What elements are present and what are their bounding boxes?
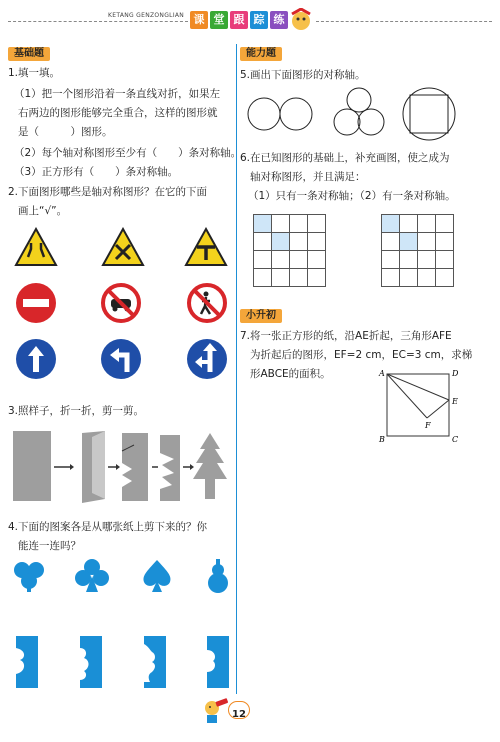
sign-straight-or-left-icon [186, 338, 228, 380]
logo-char-1: 课 [190, 11, 208, 29]
label-B: B [379, 435, 385, 444]
folded-square-figure [375, 366, 465, 446]
paper-sheet [13, 431, 51, 501]
logo-char-2: 堂 [210, 11, 228, 29]
column-divider [236, 44, 237, 694]
label-D: D [452, 369, 459, 378]
q6-line3: （1）只有一条对称轴；（2）有一条对称轴。 [248, 190, 456, 202]
grid-figure-2 [381, 214, 454, 287]
q7-line3: 形ABCE的面积。 [250, 368, 331, 380]
club-shape-icon [75, 558, 109, 594]
folded-paper-3-icon [142, 636, 168, 688]
q6-line2: 轴对称图形，并且满足： [250, 171, 366, 183]
mascot-icon [288, 8, 314, 34]
sign-turn-left-icon [100, 338, 142, 380]
square-in-circle-figure [403, 88, 455, 140]
label-F: F [425, 421, 431, 430]
q7-line1: 7.将一张正方形的纸，沿AE折起，三角形AFE [240, 330, 452, 342]
telescope-kid-icon [202, 696, 230, 724]
sign-no-pedestrians-icon [186, 282, 228, 324]
q1-line5: （3）正方形有（ ）条对称轴。 [14, 166, 179, 178]
paper-cut-zigzag [122, 433, 148, 501]
two-circles-figure [248, 98, 312, 130]
header-pinyin: KETANG GENZONGLIAN [108, 12, 185, 19]
q5-title: 5.画出下面图形的对称轴。 [240, 69, 366, 81]
q4-line2: 能连一连吗？ [18, 540, 81, 552]
q5-figures [244, 86, 490, 142]
q3-title: 3.照样子，折一折，剪一剪。 [8, 405, 145, 417]
header-rule [8, 21, 188, 22]
section-tag-basic: 基础题 [8, 47, 50, 61]
label-C: C [452, 435, 459, 444]
q1-line2: 右两边的图形能够完全重合，这样的图形就 [18, 107, 218, 119]
page-number: 12 [232, 709, 246, 720]
label-E: E [452, 397, 458, 406]
gourd-shape-icon [203, 558, 233, 594]
q1-title: 1.填一填。 [8, 67, 61, 79]
spade-shape-icon [140, 558, 174, 594]
tree-shape [193, 433, 227, 499]
three-circles-figure [334, 88, 384, 135]
q2-line2: 画上“√”。 [18, 205, 68, 217]
sign-crossroad-icon [101, 227, 145, 267]
label-A: A [379, 369, 385, 378]
folded-paper-2-icon [78, 636, 104, 688]
sign-no-entry-icon [15, 282, 57, 324]
q2-line1: 2.下面图形哪些是轴对称图形？在它的下面 [8, 186, 208, 198]
sign-no-cars-icon [100, 282, 142, 324]
section-tag-exam: 小升初 [240, 309, 282, 323]
fold-cut-sequence [10, 427, 232, 507]
trefoil-shape-icon [12, 559, 46, 593]
q1-line4: （2）每个轴对称图形至少有（ ）条对称轴。 [14, 147, 242, 159]
q1-line3: 是（ ）图形。 [18, 126, 113, 138]
folded-paper-1-icon [14, 636, 40, 688]
q4-line1: 4.下面的图案各是从哪张纸上剪下来的？你 [8, 521, 208, 533]
sign-road-narrows-icon [14, 227, 58, 267]
q1-line1: （1）把一个图形沿着一条直线对折，如果左 [14, 88, 221, 100]
grid-figure-1 [253, 214, 326, 287]
q6-line1: 6.在已知图形的基础上，补充画图，使之成为 [240, 152, 450, 164]
sign-straight-icon [15, 338, 57, 380]
sign-t-junction-icon [184, 227, 228, 267]
paper-cut-half [160, 435, 180, 501]
logo-char-5: 练 [270, 11, 288, 29]
page-number-badge [228, 701, 250, 719]
logo-char-4: 踪 [250, 11, 268, 29]
section-tag-ability: 能力题 [240, 47, 282, 61]
folded-paper-4-icon [205, 636, 231, 688]
q7-line2: 为折起后的图形，EF=2 cm，EC=3 cm，求梯 [250, 349, 473, 361]
header-rule-right [316, 21, 492, 22]
logo-char-3: 跟 [230, 11, 248, 29]
